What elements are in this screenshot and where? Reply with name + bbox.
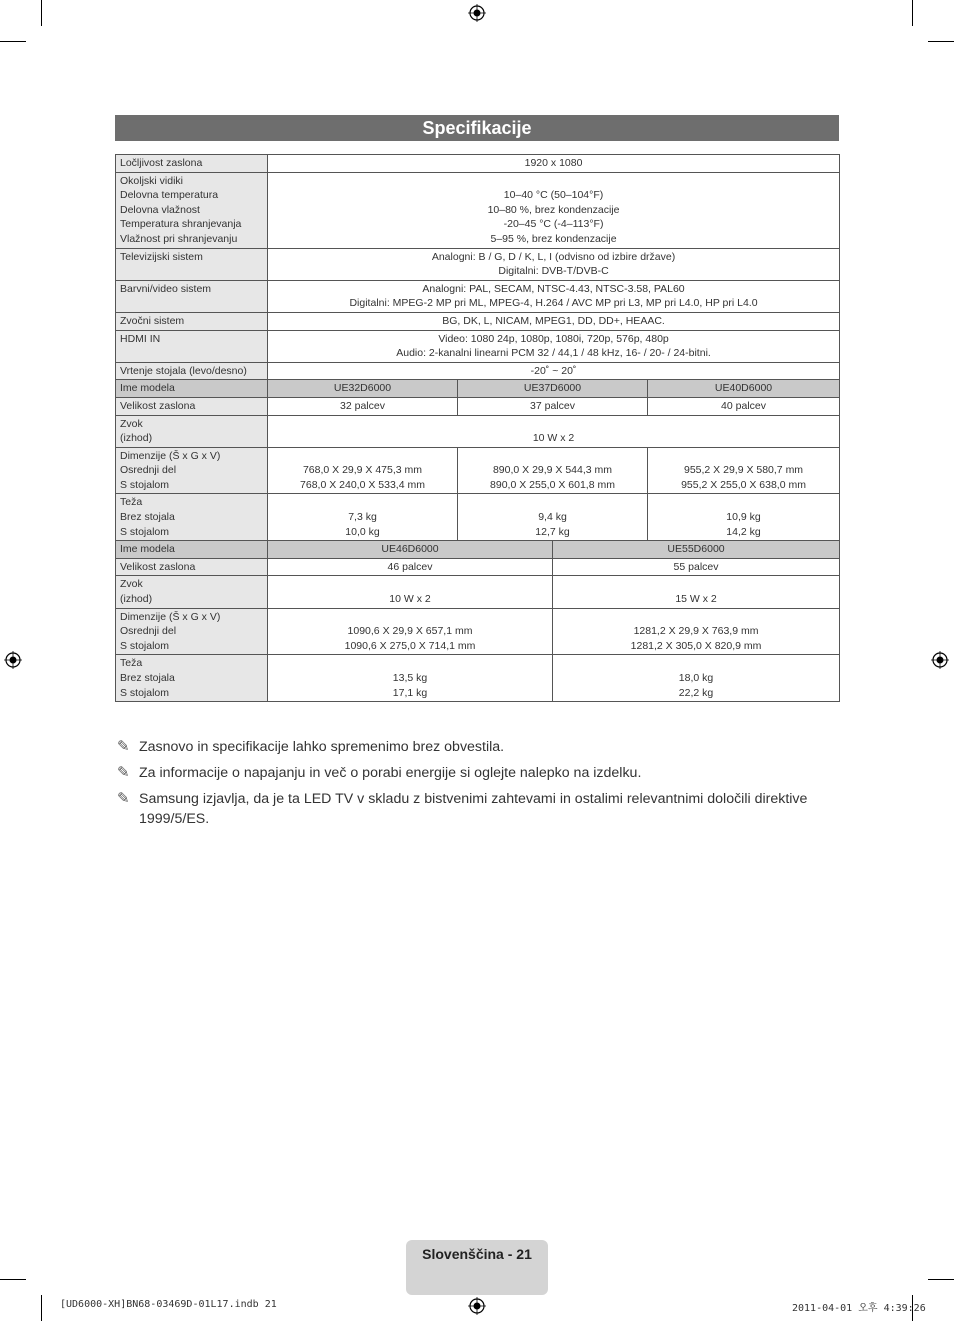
row-value: 13,5 kg 17,1 kg xyxy=(268,655,553,702)
table-row xyxy=(116,397,840,415)
crop-mark xyxy=(928,1279,954,1280)
registration-mark-icon xyxy=(468,1297,486,1315)
note-item xyxy=(117,763,842,783)
row-value: 1281,2 X 29,9 X 763,9 mm 1281,2 X 305,0 X 820,9 mm xyxy=(553,608,840,655)
pencil-note-icon: ✎ xyxy=(117,738,130,755)
registration-mark-icon xyxy=(468,4,486,22)
table-row-model-header xyxy=(116,380,840,398)
row-label: Ločljivost zaslona xyxy=(116,155,268,173)
registration-mark-icon xyxy=(931,651,949,669)
row-label: Dimenzije (Š x G x V) Osrednji del S stojalom xyxy=(116,447,268,494)
model-name: UE46D6000 xyxy=(268,541,553,559)
table-row xyxy=(116,608,840,655)
pencil-note-icon: ✎ xyxy=(117,764,130,781)
row-label: Zvok (izhod) xyxy=(116,415,268,447)
table-row xyxy=(116,362,840,380)
note-text: Samsung izjavlja, da je ta LED TV v skladu z bistvenimi zahtevami in ostalimi relevantnimi določili direktive 1999/5/ES. xyxy=(139,791,808,827)
row-label: Vrtenje stojala (levo/desno) xyxy=(116,362,268,380)
row-label: Teža Brez stojala S stojalom xyxy=(116,655,268,702)
note-item xyxy=(117,789,842,829)
row-value: BG, DK, L, NICAM, MPEG1, DD, DD+, HEAAC. xyxy=(268,312,840,330)
row-value: 46 palcev xyxy=(268,558,553,576)
row-value: 10,9 kg 14,2 kg xyxy=(648,494,840,541)
crop-mark xyxy=(912,0,913,26)
note-item xyxy=(117,737,842,757)
table-row-model-header xyxy=(116,541,840,559)
row-value: 10–40 °C (50–104°F) 10–80 %, brez kondenzacije -20–45 °C (-4–113°F) 5–95 %, brez kondenzacije xyxy=(268,172,840,248)
row-value: Analogni: B / G, D / K, L, I (odvisno od izbire države) Digitalni: DVB-T/DVB-C xyxy=(268,248,840,280)
row-label: Dimenzije (Š x G x V) Osrednji del S stojalom xyxy=(116,608,268,655)
row-value: 32 palcev xyxy=(268,397,458,415)
table-row xyxy=(116,155,840,173)
table-row xyxy=(116,415,840,447)
page-number-tab xyxy=(406,1240,548,1295)
print-slug-right: 2011-04-01 오후 4:39:26 xyxy=(792,1303,926,1314)
row-value: 955,2 X 29,9 X 580,7 mm 955,2 X 255,0 X 638,0 mm xyxy=(648,447,840,494)
table-row xyxy=(116,280,840,312)
row-label: Okoljski vidiki Delovna temperatura Delovna vlažnost Temperatura shranjevanja Vlažnost pri shranjevanju xyxy=(116,172,268,248)
page-title: Specifikacije xyxy=(115,115,839,141)
table-row xyxy=(116,576,840,608)
crop-mark xyxy=(41,0,42,26)
row-label: Televizijski sistem xyxy=(116,248,268,280)
crop-mark xyxy=(0,1279,26,1280)
model-name: UE40D6000 xyxy=(648,380,840,398)
row-value: 18,0 kg 22,2 kg xyxy=(553,655,840,702)
pencil-note-icon: ✎ xyxy=(117,790,130,807)
table-row xyxy=(116,558,840,576)
crop-mark xyxy=(0,41,26,42)
row-value: 7,3 kg 10,0 kg xyxy=(268,494,458,541)
row-label: Ime modela xyxy=(116,380,268,398)
note-text: Za informacije o napajanju in več o porabi energije si oglejte nalepko na izdelku. xyxy=(139,765,642,781)
row-value: 1920 x 1080 xyxy=(268,155,840,173)
row-value: -20˚ ~ 20˚ xyxy=(268,362,840,380)
row-value: 15 W x 2 xyxy=(553,576,840,608)
row-label: HDMI IN xyxy=(116,330,268,362)
table-row xyxy=(116,248,840,280)
row-value: 768,0 X 29,9 X 475,3 mm 768,0 X 240,0 X 533,4 mm xyxy=(268,447,458,494)
row-value: Video: 1080 24p, 1080p, 1080i, 720p, 576p, 480p Audio: 2-kanalni linearni PCM 32 / 44,1 / 48 kHz, 16- / 20- / 24-bitni. xyxy=(268,330,840,362)
model-name: UE37D6000 xyxy=(458,380,648,398)
row-label: Zvok (izhod) xyxy=(116,576,268,608)
page-number-label: Slovenščina - 21 xyxy=(422,1246,532,1262)
crop-mark xyxy=(928,41,954,42)
print-slug-left: [UD6000-XH]BN68-03469D-01L17.indb 21 xyxy=(60,1299,277,1310)
crop-mark xyxy=(41,1295,42,1321)
row-value: 10 W x 2 xyxy=(268,576,553,608)
row-value: 55 palcev xyxy=(553,558,840,576)
table-row xyxy=(116,655,840,702)
note-text: Zasnovo in specifikacije lahko spremenimo brez obvestila. xyxy=(139,739,505,755)
model-name: UE32D6000 xyxy=(268,380,458,398)
table-row xyxy=(116,494,840,541)
table-row xyxy=(116,312,840,330)
row-value: 1090,6 X 29,9 X 657,1 mm 1090,6 X 275,0 X 714,1 mm xyxy=(268,608,553,655)
model-name: UE55D6000 xyxy=(553,541,840,559)
row-label: Velikost zaslona xyxy=(116,558,268,576)
row-value: 40 palcev xyxy=(648,397,840,415)
row-value: 37 palcev xyxy=(458,397,648,415)
row-value: 9,4 kg 12,7 kg xyxy=(458,494,648,541)
spec-table xyxy=(115,154,840,702)
row-value: Analogni: PAL, SECAM, NTSC-4.43, NTSC-3.58, PAL60 Digitalni: MPEG-2 MP pri ML, MPEG-4, H.264 / AVC MP pri L3, MP pri L4.0, HP pri L4.0 xyxy=(268,280,840,312)
notes-list xyxy=(117,737,842,835)
row-value: 890,0 X 29,9 X 544,3 mm 890,0 X 255,0 X 601,8 mm xyxy=(458,447,648,494)
row-label: Teža Brez stojala S stojalom xyxy=(116,494,268,541)
registration-mark-icon xyxy=(4,651,22,669)
row-label: Zvočni sistem xyxy=(116,312,268,330)
row-label: Ime modela xyxy=(116,541,268,559)
row-value: 10 W x 2 xyxy=(268,415,840,447)
row-label: Barvni/video sistem xyxy=(116,280,268,312)
row-label: Velikost zaslona xyxy=(116,397,268,415)
table-row xyxy=(116,330,840,362)
table-row xyxy=(116,447,840,494)
table-row xyxy=(116,172,840,248)
